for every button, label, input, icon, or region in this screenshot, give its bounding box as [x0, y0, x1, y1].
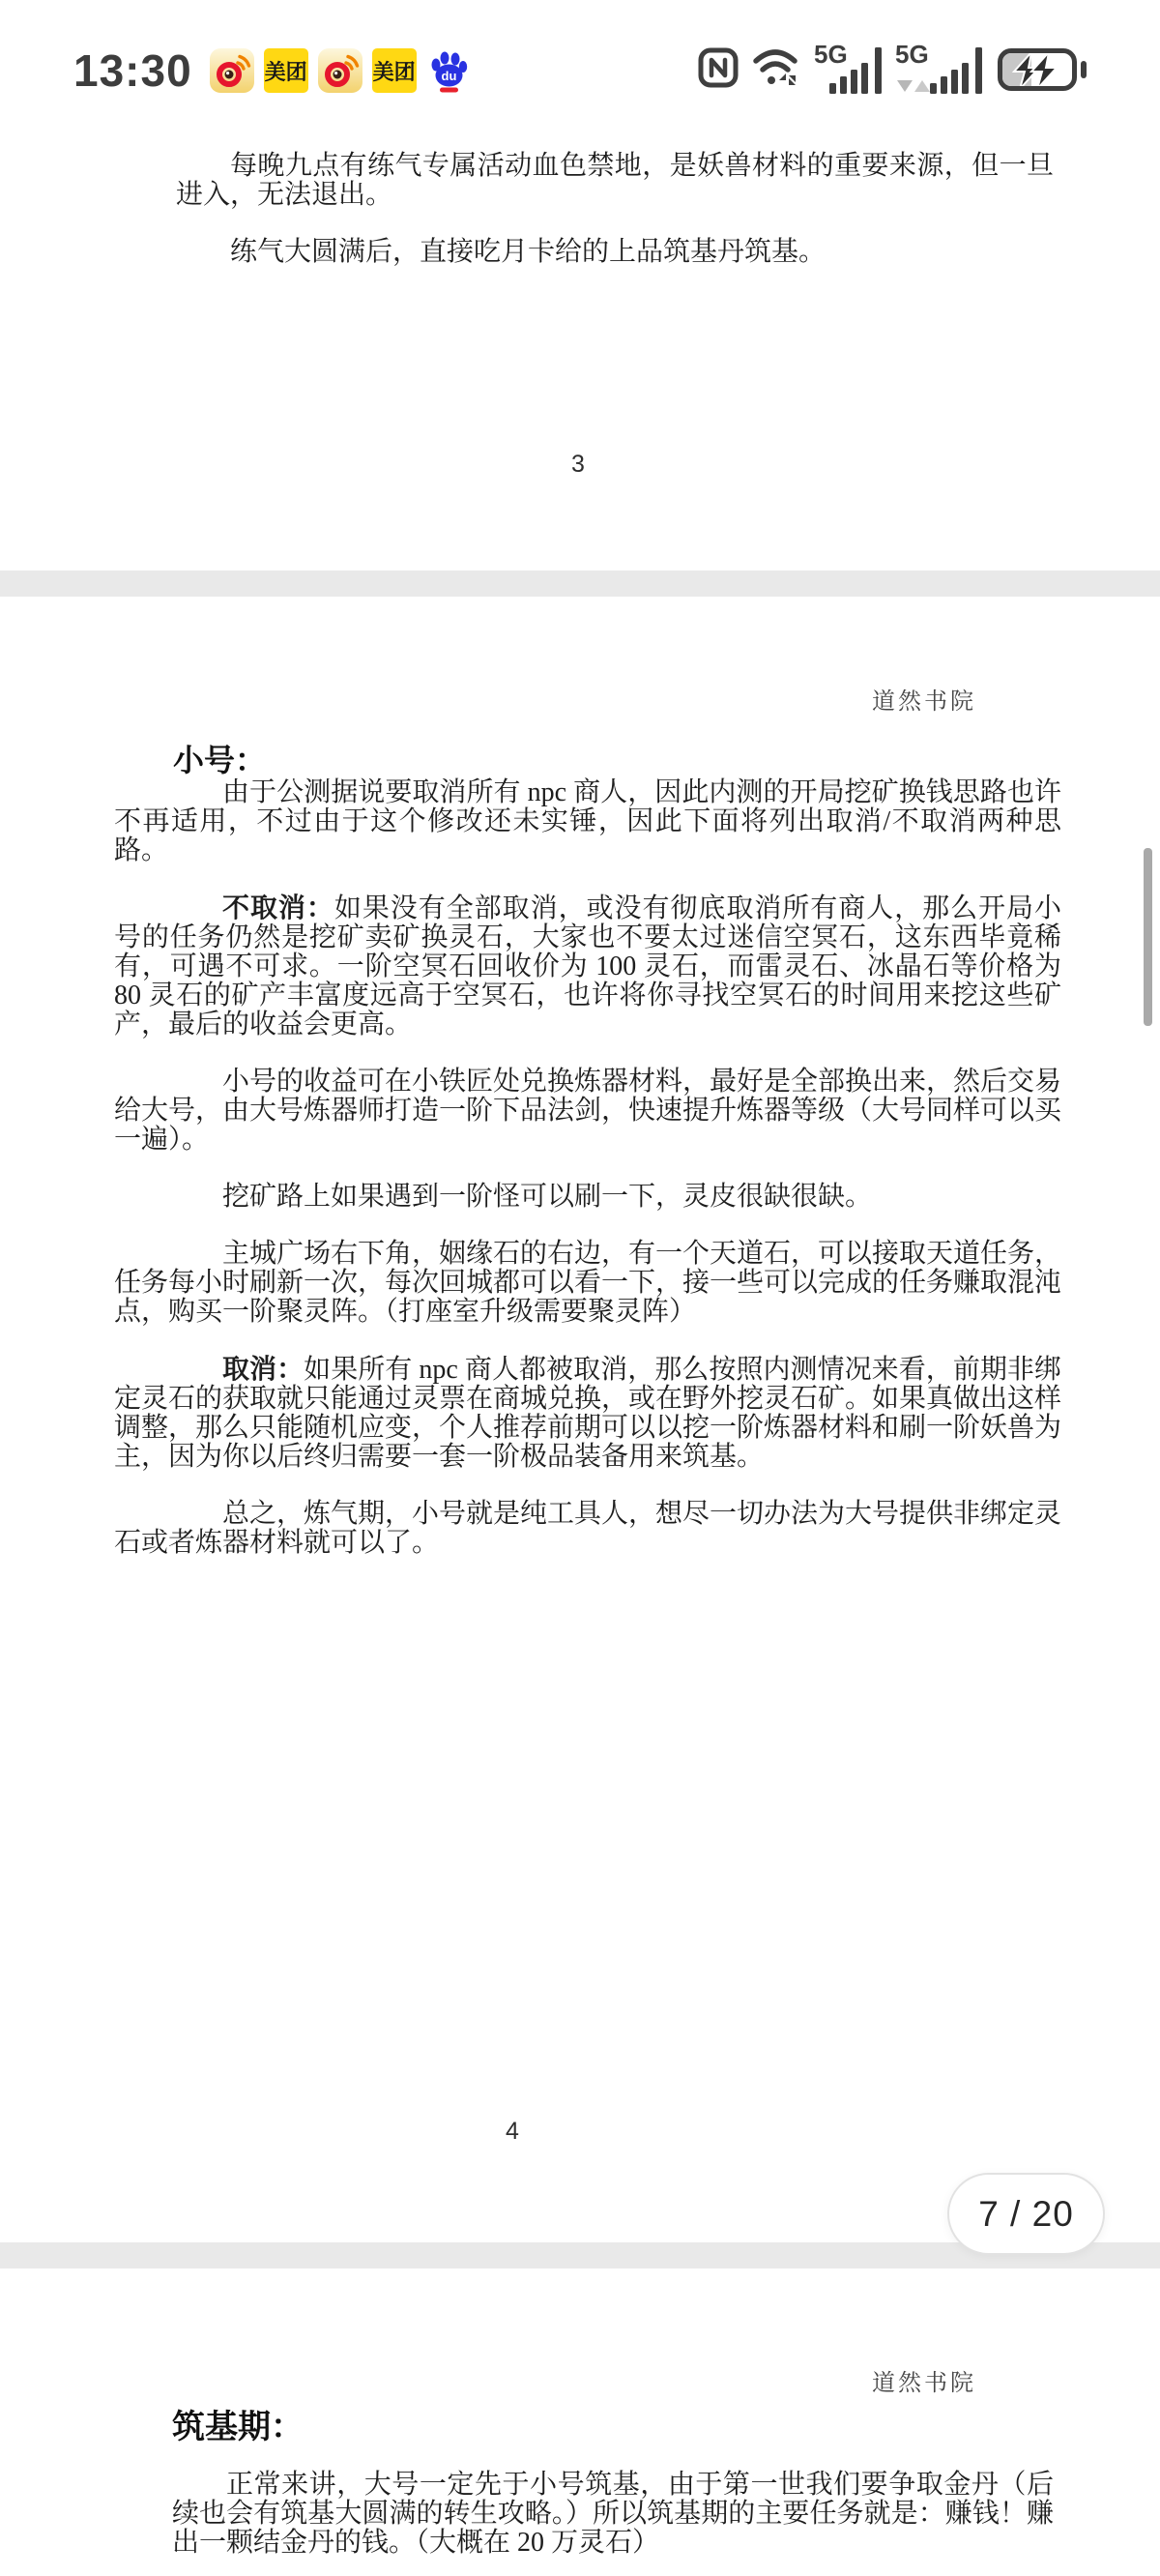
status-bar-left [73, 44, 471, 97]
data-activity-arrows [897, 80, 930, 92]
inline-bold-label: 取消： [222, 1354, 304, 1384]
paragraph: 由于公测据说要取消所有 npc 商人，因此内测的开局挖矿换钱思路也许不再适用，不过由于这个修改还未实锤，因此下面将列出取消/不取消两种思路。 [114, 777, 1061, 865]
section-heading: 小号： [173, 743, 267, 777]
publisher-watermark: 道然书院 [872, 2371, 976, 2396]
meituan-notification-icon [372, 48, 417, 93]
network-type-label: 5G [895, 40, 929, 69]
meituan-notification-icon [264, 48, 308, 93]
page-indicator-badge: 7 / 20 [947, 2173, 1105, 2255]
paragraph: 总之，炼气期，小号就是纯工具人，想尽一切办法为大号提供非绑定灵石或者炼器材料就可以了。 [114, 1499, 1062, 1558]
page-gap-divider [0, 571, 1160, 597]
scrollbar-thumb[interactable] [1144, 848, 1152, 1026]
paragraph: 每晚九点有练气专属活动血色禁地，是妖兽材料的重要来源，但一旦进入，无法退出。 [176, 151, 1054, 210]
page-number: 3 [571, 451, 585, 478]
paragraph: 取消：如果所有 npc 商人都被取消，那么按照内测情况来看，前期非绑定灵石的获取就只能通过灵票在商城兑换，或在野外挖灵石矿。如果真做出这样调整，那么只能随机应变，个人推荐前期可以以挖一阶炼器材料和刷一阶妖兽为主，因为你以后终归需要一套一阶极品装备用来筑基。 [114, 1354, 1062, 1472]
network-type-label: 5G [814, 40, 848, 69]
paragraph: 主城广场右下角，姻缘石的右边，有一个天道石，可以接取天道任务，任务每小时刷新一次，每次回城都可以看一下，接一些可以完成的任务赚取混沌点，购买一阶聚灵阵。（打座室升级需要聚灵阵） [114, 1239, 1062, 1327]
page-5-content [172, 2471, 1054, 2558]
battery-charging-icon [998, 48, 1087, 91]
svg-text:du: du [441, 69, 457, 83]
paragraph: 正常来讲，大号一定先于小号筑基，由于第一世我们要争取金丹（后续也会有筑基大圆满的转生攻略。）所以筑基期的主要任务就是：赚钱！赚出一颗结金丹的钱。（大概在 20 万灵石） [172, 2470, 1054, 2558]
paragraph: 小号的收益可在小铁匠处兑换炼器材料，最好是全部换出来，然后交易给大号，由大号炼器师打造一阶下品法剑，快速提升炼器等级（大号同样可以买一遍）。 [114, 1067, 1062, 1155]
meituan-label: 美团 [264, 59, 307, 84]
paragraph: 练气大圆满后，直接吃月卡给的上品筑基丹筑基。 [230, 237, 826, 267]
signal-5g-sim2-icon [895, 40, 984, 96]
paragraph: 挖矿路上如果遇到一阶怪可以刷一下，灵皮很缺很缺。 [222, 1182, 873, 1212]
paragraph: 不取消：如果没有全部取消，或没有彻底取消所有商人，那么开局小号的任务仍然是挖矿卖矿换灵石，大家也不要太过迷信空冥石，这东西毕竟稀有，可遇不可求。一阶空冥石回收价为 100 灵石，而雷灵石、冰晶石等价格为 80 灵石的矿产丰富度远高于空冥石，也许将你寻找空冥石的时间用来挖这些矿产，最后的收益会更高。 [114, 893, 1061, 1039]
status-bar-right [698, 40, 1087, 97]
wifi-icon [752, 45, 800, 95]
page-number: 4 [506, 2118, 519, 2145]
meituan-label: 美团 [372, 59, 416, 84]
publisher-watermark: 道然书院 [872, 689, 976, 715]
inline-bold-label: 不取消： [222, 893, 334, 922]
section-heading: 筑基期： [172, 2409, 304, 2445]
signal-bars [829, 47, 882, 94]
weibo-notification-icon [318, 48, 362, 93]
page-3-content [176, 152, 1054, 267]
signal-5g-sim1-icon [814, 40, 882, 96]
baidu-notification-icon [426, 48, 471, 93]
page-4-content [114, 778, 1061, 1558]
status-bar [0, 0, 1160, 116]
clock: 13:30 [73, 45, 192, 96]
nfc-icon [698, 47, 739, 93]
signal-bars [930, 47, 982, 94]
weibo-notification-icon [210, 48, 254, 93]
